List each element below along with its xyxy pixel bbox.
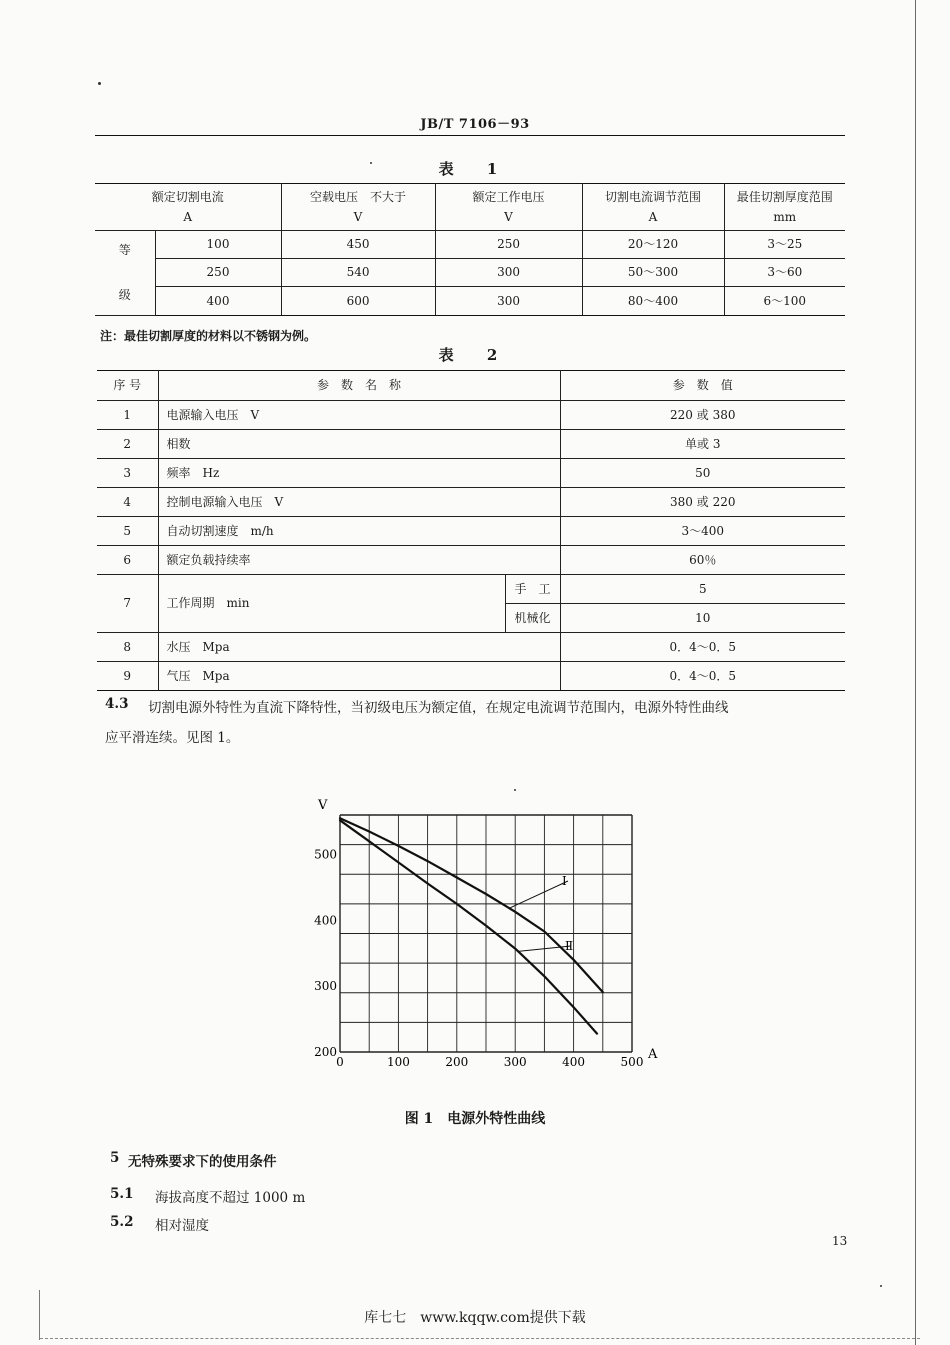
- y-tick-label: 300: [314, 979, 337, 994]
- table-row: [95, 231, 845, 259]
- table-cell: 单或 3: [560, 430, 845, 459]
- y-tick-label: 400: [314, 913, 337, 928]
- table-cell: 控制电源输入电压 V: [158, 488, 560, 517]
- table-row: [97, 575, 845, 604]
- table-cell: 220 或 380: [560, 401, 845, 430]
- table1-note: 注：最佳切割厚度的材料以不锈钢为例。: [100, 329, 317, 343]
- table-cell: 9: [97, 662, 158, 691]
- page-number: 13: [832, 1234, 848, 1248]
- figure-1-chart: [300, 790, 670, 1080]
- table-row: [97, 401, 845, 430]
- scan-border-right: [915, 0, 916, 1345]
- table1: [95, 183, 845, 316]
- section-5-2-text: 相对湿度: [155, 1218, 209, 1234]
- section-5-number: 5: [110, 1150, 120, 1166]
- document-number: JB/T 7106－93: [420, 117, 530, 132]
- series-label: Ⅱ: [565, 939, 574, 953]
- table-cell: 10: [560, 604, 845, 633]
- table-row: [95, 287, 845, 316]
- table-cell: 5: [560, 575, 845, 604]
- table2-header-value: 参 数 值: [560, 371, 845, 401]
- table2-header-name: 参 数 名 称: [158, 371, 560, 401]
- table-cell: 水压 Mpa: [158, 633, 560, 662]
- table-row: [97, 662, 845, 691]
- table-row: [95, 259, 845, 287]
- y-tick-label: 500: [314, 847, 337, 862]
- table-cell: 7: [97, 575, 158, 633]
- figure-1-caption: 图 1 电源外特性曲线: [404, 1111, 546, 1127]
- table2-header-row: [97, 371, 845, 401]
- table1-header-work-voltage: 额定工作电压 V: [435, 184, 582, 231]
- x-axis-label: A: [648, 1047, 658, 1062]
- table-cell: 540: [281, 259, 435, 287]
- table-cell: 6: [97, 546, 158, 575]
- table1-header-thickness: 最佳切割厚度范围 mm: [724, 184, 845, 231]
- table-cell: 6～100: [724, 287, 845, 316]
- table-cell: 0．4～0．5: [560, 633, 845, 662]
- table-row: [97, 430, 845, 459]
- table-cell: 4: [97, 488, 158, 517]
- table-cell: 300: [435, 259, 582, 287]
- table1-header-open-voltage: 空载电压 不大于 V: [281, 184, 435, 231]
- y-tick-label: 200: [314, 1045, 337, 1059]
- series-label: Ⅰ: [562, 874, 567, 888]
- section-4-3-line2: 应平滑连续。见图 1。: [105, 730, 240, 746]
- table1-header-row: [95, 184, 845, 231]
- x-tick-label: 300: [503, 1055, 527, 1069]
- table-cell: 20～120: [582, 231, 724, 259]
- section-5-2-number: 5.2: [110, 1214, 134, 1230]
- x-tick-label: 200: [445, 1055, 469, 1069]
- table-cell: 450: [281, 231, 435, 259]
- table-cell: 600: [281, 287, 435, 316]
- table-row: [97, 546, 845, 575]
- table-cell: 额定负载持续率: [158, 546, 560, 575]
- table-row: [97, 459, 845, 488]
- table2-header-index: 序 号: [97, 371, 158, 401]
- table-cell: 50: [560, 459, 845, 488]
- table-cell: 80～400: [582, 287, 724, 316]
- table-cell: 3～25: [724, 231, 845, 259]
- table1-caption: 表 1: [438, 160, 512, 178]
- x-tick-label: 0: [336, 1055, 344, 1069]
- table-cell: 250: [435, 231, 582, 259]
- section-4-3-number: 4.3: [105, 696, 129, 712]
- table-cell: 3: [97, 459, 158, 488]
- scan-speck: [98, 82, 101, 85]
- table1-grade-label: 等 级: [95, 231, 155, 316]
- table-row: [97, 488, 845, 517]
- header-rule: [95, 135, 845, 136]
- table1-header-current: 额定切割电流 A: [95, 184, 281, 231]
- table-cell: 380 或 220: [560, 488, 845, 517]
- table2-caption: 表 2: [438, 346, 512, 364]
- table-row: [97, 517, 845, 546]
- table-cell: 工作周期 min: [158, 575, 505, 633]
- table-cell: 电源输入电压 V: [158, 401, 560, 430]
- table-cell: 自动切割速度 m/h: [158, 517, 560, 546]
- section-5-heading: 无特殊要求下的使用条件: [128, 1154, 277, 1170]
- table-cell: 手 工: [505, 575, 560, 604]
- section-4-3-line1: 切割电源外特性为直流下降特性，当初级电压为额定值，在规定电流调节范围内，电源外特性曲线: [148, 700, 729, 716]
- table1-header-current-range: 切割电流调节范围 A: [582, 184, 724, 231]
- x-tick-label: 100: [386, 1055, 410, 1069]
- table-cell: 400: [155, 287, 281, 316]
- x-tick-label: 400: [562, 1055, 586, 1069]
- table-cell: 300: [435, 287, 582, 316]
- table-cell: 机械化: [505, 604, 560, 633]
- table-cell: 8: [97, 633, 158, 662]
- table-cell: 60％: [560, 546, 845, 575]
- series-line-2: [340, 820, 597, 1033]
- scan-speck: [880, 1285, 882, 1287]
- table2: [97, 370, 845, 691]
- y-axis-label: V: [318, 798, 328, 813]
- table-cell: 1: [97, 401, 158, 430]
- section-5-1-number: 5.1: [110, 1186, 134, 1202]
- table-cell: 频率 Hz: [158, 459, 560, 488]
- table-cell: 250: [155, 259, 281, 287]
- table-row: [97, 633, 845, 662]
- table-cell: 100: [155, 231, 281, 259]
- table-cell: 2: [97, 430, 158, 459]
- table-cell: 气压 Mpa: [158, 662, 560, 691]
- section-5-1-text: 海拔高度不超过 1000 m: [155, 1190, 306, 1206]
- table-cell: 3～60: [724, 259, 845, 287]
- footer-watermark: 库七七 www.kqqw.com提供下载: [364, 1310, 586, 1326]
- table-cell: 相数: [158, 430, 560, 459]
- table-cell: 5: [97, 517, 158, 546]
- table-cell: 50～300: [582, 259, 724, 287]
- table-cell: 3～400: [560, 517, 845, 546]
- scan-border-bottom: [40, 1338, 920, 1339]
- table-cell: 0．4～0．5: [560, 662, 845, 691]
- x-tick-label: 500: [620, 1055, 644, 1069]
